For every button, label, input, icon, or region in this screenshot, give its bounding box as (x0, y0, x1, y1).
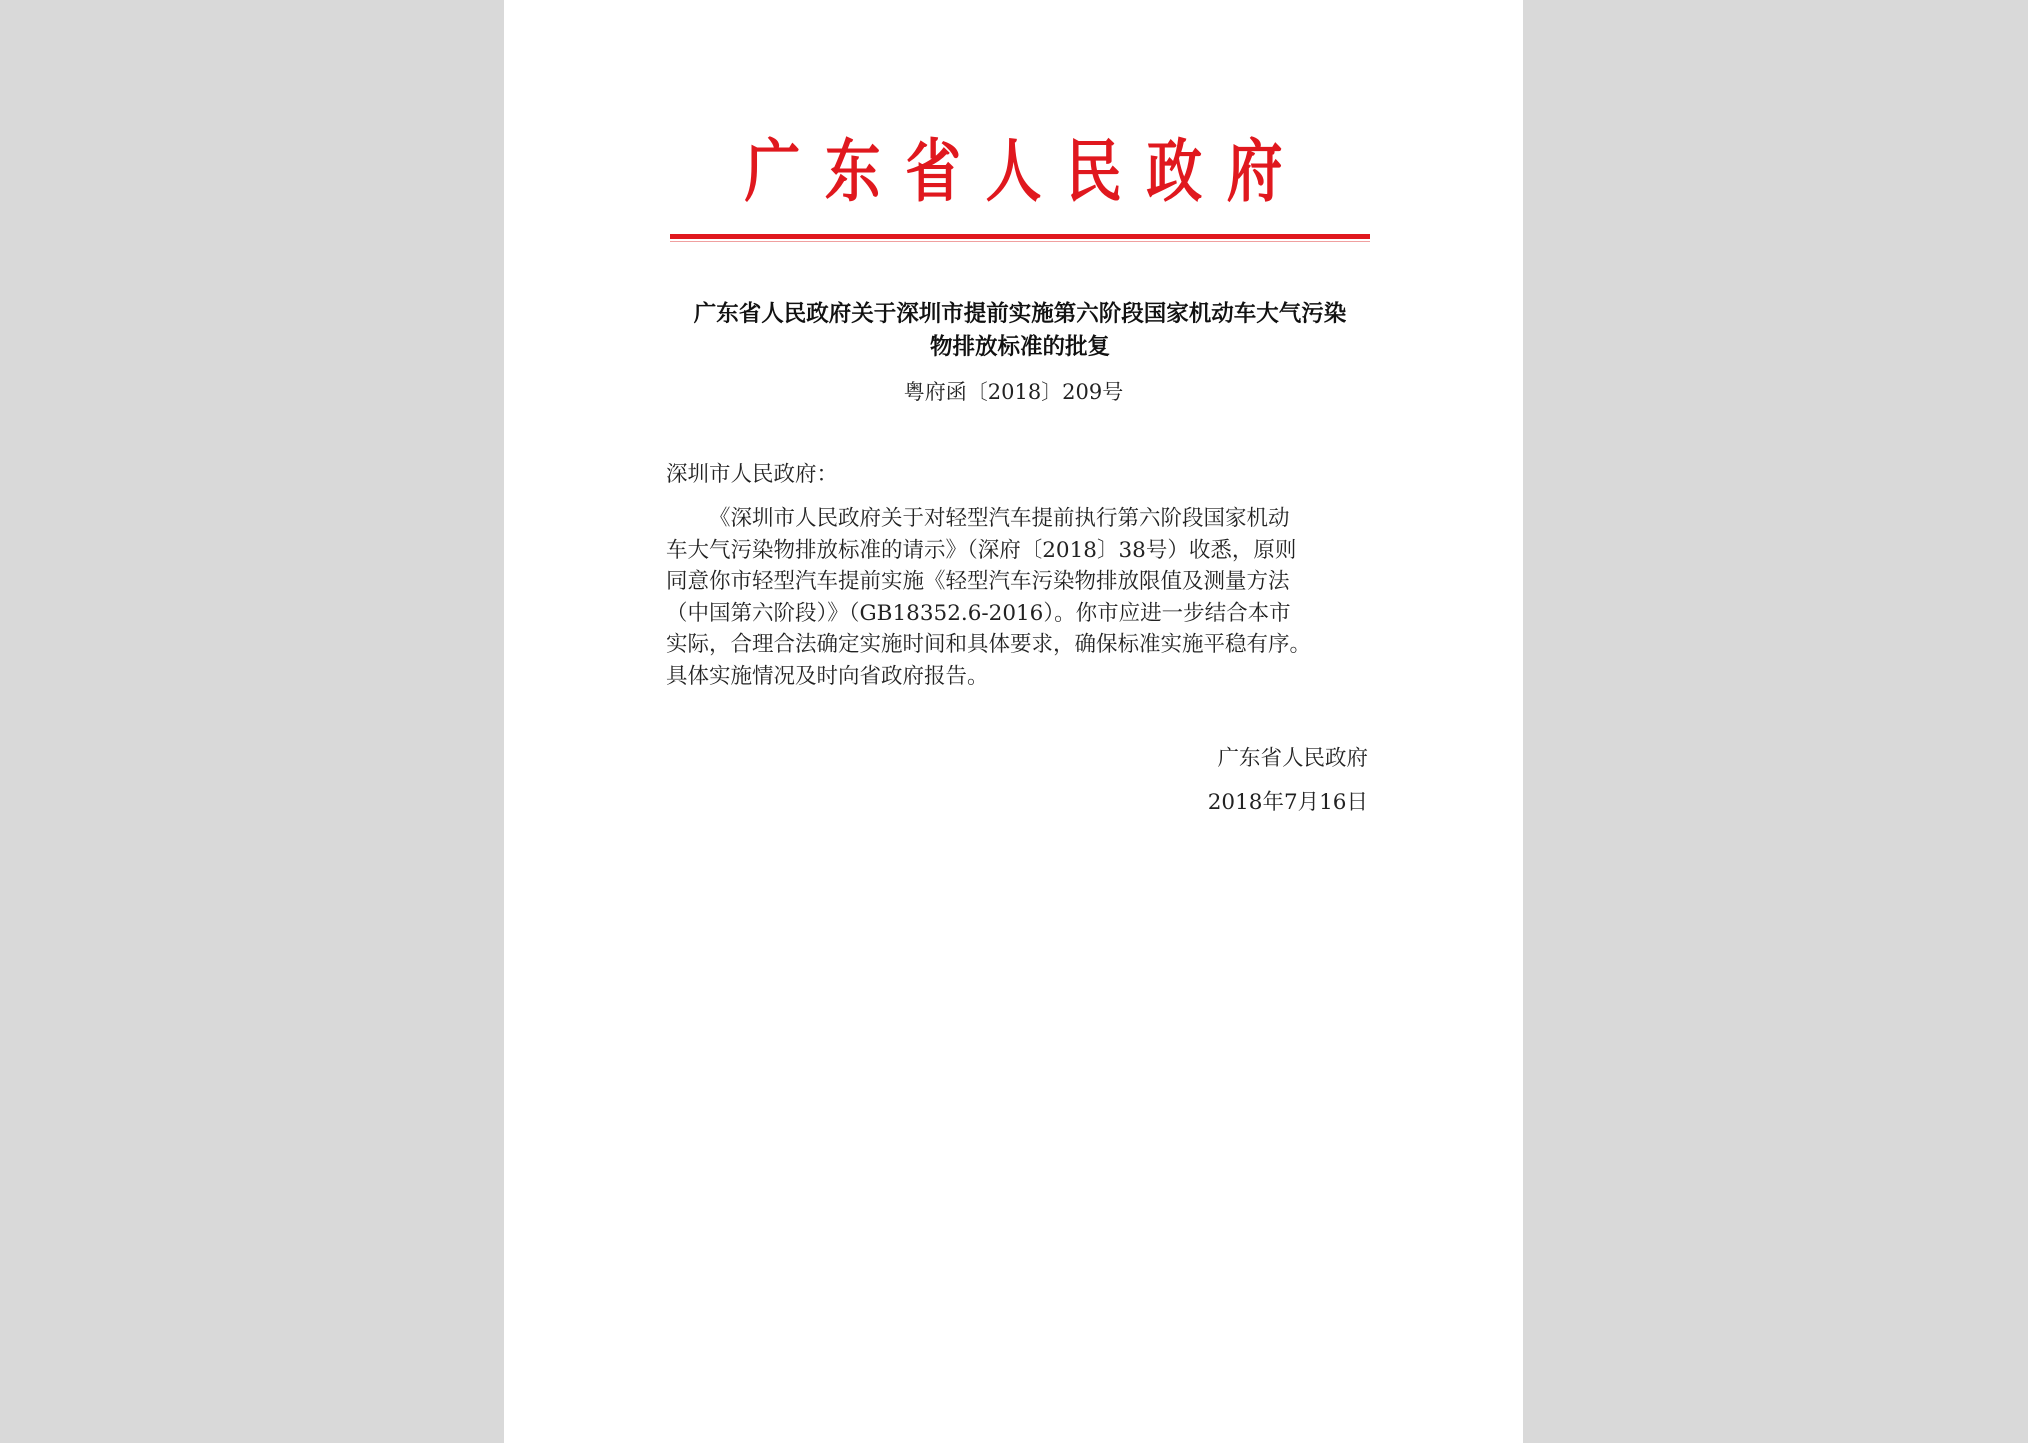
body-line: （中国第六阶段）》（GB18352.6-2016）。你市应进一步结合本市 (666, 600, 1291, 626)
body-line: 实际，合理合法确定实施时间和具体要求，确保标准实施平稳有序。 (666, 632, 1312, 657)
letterhead-red-rule (670, 234, 1370, 239)
signature-date: 2018年7月16日 (1207, 790, 1368, 815)
document-title-line-1: 广东省人民政府关于深圳市提前实施第六阶段国家机动车大气污染 (693, 301, 1347, 327)
document-title (664, 298, 1376, 364)
letterhead-red-rule-shadow (670, 241, 1370, 242)
document-number: 粤府函〔2018〕209号 (903, 380, 1124, 404)
document-title-line-2: 物排放标准的批复 (929, 334, 1110, 360)
body-line: 具体实施情况及时向省政府报告。 (666, 663, 989, 689)
salutation: 深圳市人民政府： (666, 462, 839, 487)
body-line: 同意你市轻型汽车提前实施《轻型汽车污染物排放限值及测量方法 (666, 569, 1290, 594)
body-text (666, 503, 1376, 692)
body-line: 《深圳市人民政府关于对轻型汽车提前执行第六阶段国家机动 (709, 506, 1290, 531)
document-page (504, 0, 1523, 1443)
letterhead: 广东省人民政府 (744, 133, 1308, 212)
body-line: 车大气污染物排放标准的请示》（深府〔2018〕38号）收悉，原则 (666, 537, 1297, 563)
signature-organization: 广东省人民政府 (1217, 746, 1368, 771)
